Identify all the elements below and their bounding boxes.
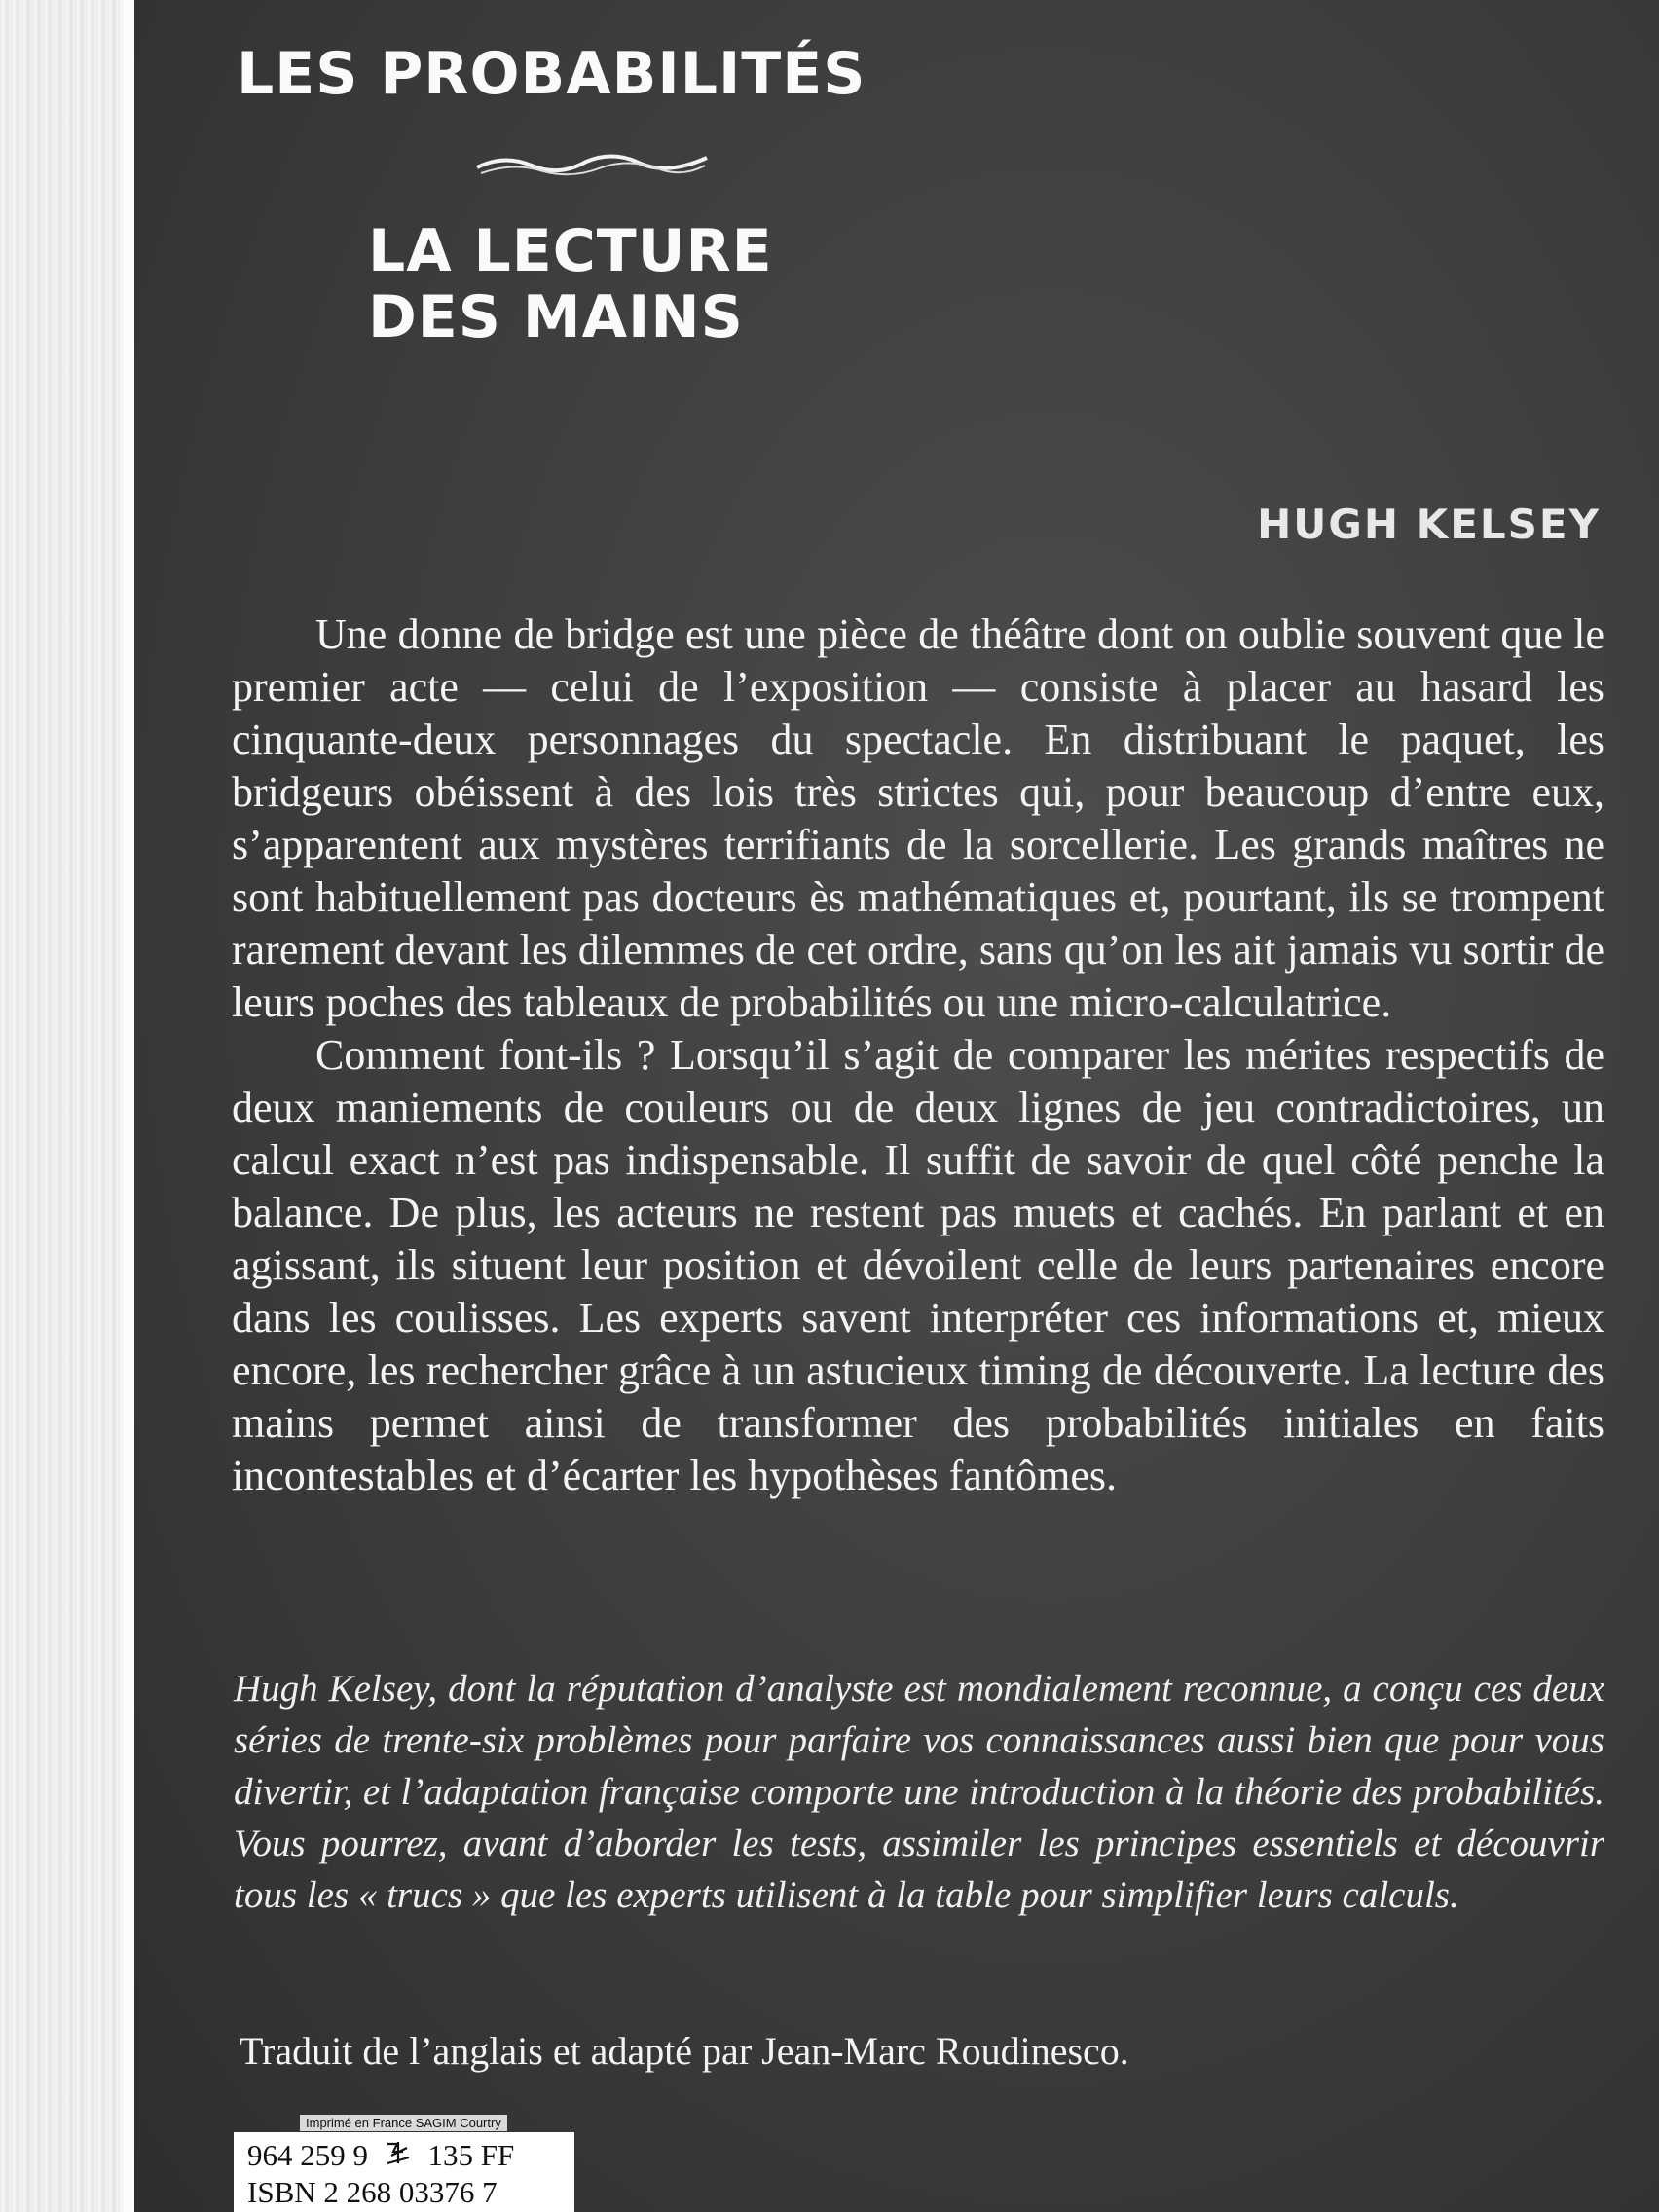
- printer-note: Imprimé en France SAGIM Courtry: [300, 2115, 507, 2131]
- book-title: LES PROBABILITÉS: [237, 40, 866, 108]
- publisher-logo-icon: [384, 2140, 413, 2175]
- price: 135 FF: [427, 2138, 515, 2172]
- page-left-margin: [0, 0, 129, 2212]
- subtitle-line-1: LA LECTURE: [368, 217, 773, 285]
- book-subtitle: [368, 218, 773, 350]
- title-divider-ornament: [475, 148, 709, 179]
- code-price-row: [247, 2138, 561, 2175]
- description-paragraph-1: Une donne de bridge est une pièce de théâtre dont on oublie souvent que le premier acte — celui de l’exposition — consiste à placer au hasard les cinquante-deux personnages du spectacle. En distribuant le paquet, les bridgeurs obéissent à des lois très strictes qui, pour beaucoup d’entre eux, s’apparentent aux mystères terrifiants de la sorcellerie. Les grands maîtres ne sont habituellement pas docteurs ès mathématiques et, pourtant, ils se trompent rarement devant les dilemmes de cet ordre, sans qu’on les ait jamais vu sortir de leurs poches des tableaux de probabilités ou une micro-calculatrice.: [232, 610, 1604, 1026]
- isbn-number: ISBN 2 268 03376 7: [247, 2175, 498, 2209]
- code-number: 964 259 9: [247, 2138, 368, 2172]
- author-blurb: Hugh Kelsey, dont la réputation d’analyste est mondialement reconnue, a conçu ces deux séries de trente-six problèmes pour parfaire vos connaissances aussi bien que pour vous divertir, et l’adaptation française comporte une introduction à la théorie des probabilités. Vous pourrez, avant d’aborder les tests, assimiler les principes essentiels et découvrir tous les « trucs » que les experts utilisent à la table pour simplifier leurs calculs.: [234, 1668, 1604, 1916]
- subtitle-line-2: DES MAINS: [368, 283, 744, 351]
- author-name: HUGH KELSEY: [1257, 500, 1601, 548]
- description-text: [232, 608, 1604, 1502]
- page-edge-strip: [123, 0, 134, 2212]
- translator-credit: Traduit de l’anglais et adapté par Jean-Marc Roudinesco.: [240, 2029, 1129, 2073]
- isbn-price-box: [234, 2132, 574, 2212]
- description-paragraph-2: Comment font-ils ? Lorsqu’il s’agit de comparer les mérites respectifs de deux maniements de couleurs ou de deux lignes de jeu contradictoires, un calcul exact n’est pas indispensable. Il suffit de savoir de quel côté penche la balance. De plus, les acteurs ne restent pas muets et cachés. En parlant et en agissant, ils situent leur position et dévoilent celle de leurs partenaires encore dans les coulisses. Les experts savent interpréter ces informations et, mieux encore, les rechercher grâce à un astucieux timing de découverte. La lecture des mains permet ainsi de transformer des probabilités initiales en faits incontestables et d’écarter les hypothèses fantômes.: [232, 1031, 1604, 1499]
